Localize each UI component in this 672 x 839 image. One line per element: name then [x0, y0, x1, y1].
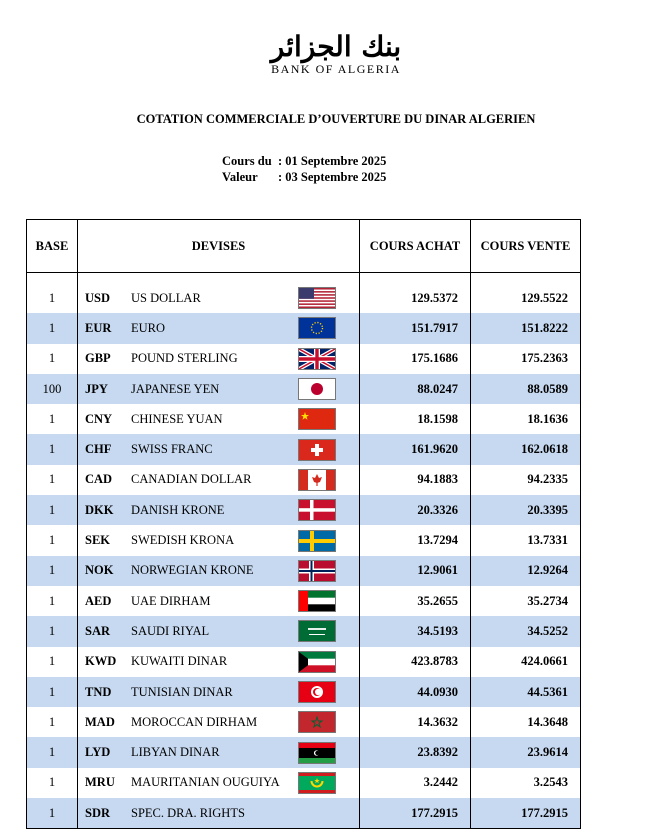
currency-row-jpy: [27, 374, 581, 404]
cell-currency-name: MAURITANIAN OUGUIYA: [131, 775, 280, 790]
china-flag-icon: [298, 408, 336, 430]
valeur-label: Valeur: [222, 170, 258, 184]
page-title: COTATION COMMERCIALE D’OUVERTURE DU DINAR ALGERIEN: [136, 112, 536, 126]
header-cours-vente: COURS VENTE: [471, 220, 581, 273]
currency-row-aed: [27, 586, 581, 616]
norway-flag-icon: [298, 560, 336, 582]
sweden-flag-icon: [298, 530, 336, 552]
us-flag-icon: [298, 287, 336, 309]
cell-code: MRU: [85, 775, 115, 790]
cell-cours-achat: 423.8783: [360, 647, 471, 677]
currency-row-lyd: [27, 737, 581, 767]
cell-flag: [296, 465, 360, 495]
cell-flag: [296, 495, 360, 525]
cell-flag: [296, 404, 360, 434]
cell-cours-achat: 151.7917: [360, 313, 471, 343]
cell-currency-name: EURO: [131, 313, 296, 343]
cours-value: : 01 Septembre 2025: [278, 154, 387, 168]
cell-flag: [296, 313, 360, 343]
cell-base: 1: [27, 495, 78, 525]
cell-base: 1: [27, 737, 78, 767]
cell-flag: [296, 374, 360, 404]
cell-cours-vente: 162.0618: [471, 434, 581, 464]
cell-base: 1: [27, 434, 78, 464]
header-base: BASE: [27, 220, 78, 273]
cell-base: 1: [27, 586, 78, 616]
cell-code: NOK: [78, 556, 132, 586]
currency-row-mad: [27, 707, 581, 737]
cours-line: [222, 153, 386, 169]
mauritania-flag-icon: [298, 772, 336, 794]
cell-base: 1: [27, 647, 78, 677]
swiss-flag-icon: [298, 439, 336, 461]
cell-cours-achat: 35.2655: [360, 586, 471, 616]
date-block: [222, 153, 386, 185]
cell-cours-achat: 12.9061: [360, 556, 471, 586]
currency-row-usd: [27, 283, 581, 313]
cell-base: 1: [27, 707, 78, 737]
cell-base: 1: [27, 616, 78, 646]
uae-flag-icon: [298, 590, 336, 612]
cell-currency-name: SPEC. DRA. RIGHTS: [131, 798, 296, 829]
canada-flag-icon: [298, 469, 336, 491]
currency-row-sek: [27, 525, 581, 555]
exchange-rate-table: [26, 219, 581, 829]
cell-code: SAR: [78, 616, 132, 646]
tunisia-flag-icon: [298, 681, 336, 703]
cell-code: USD: [85, 290, 111, 305]
cell-base: 1: [27, 404, 78, 434]
cell-cours-achat: 129.5372: [360, 283, 471, 313]
table-header-row: [27, 220, 581, 273]
cell-flag: [296, 616, 360, 646]
cell-currency-name: MOROCCAN DIRHAM: [131, 714, 258, 729]
cell-cours-vente: 94.2335: [471, 465, 581, 495]
cell-cours-achat: 13.7294: [360, 525, 471, 555]
cell-flag: [296, 647, 360, 677]
cell-base: 1: [27, 798, 78, 829]
currency-row-sdr: [27, 798, 581, 829]
saudi-flag-icon: [298, 620, 336, 642]
bank-logo-english: BANK OF ALGERIA: [271, 62, 401, 76]
header-cours-achat: COURS ACHAT: [360, 220, 471, 273]
cell-code: EUR: [78, 313, 132, 343]
japan-flag-icon: [298, 378, 336, 400]
currency-row-mru: [27, 768, 581, 798]
cell-flag: [296, 677, 360, 707]
cell-code: MAD: [85, 714, 115, 729]
cell-flag: [296, 434, 360, 464]
cell-currency-name: SAUDI RIYAL: [131, 616, 296, 646]
valeur-line: [222, 169, 386, 185]
cell-flag: [296, 586, 360, 616]
cell-currency-name: NORWEGIAN KRONE: [131, 556, 296, 586]
cell-cours-achat: 23.8392: [360, 737, 471, 767]
cell-code: SEK: [85, 533, 111, 548]
cell-code: TND: [78, 677, 132, 707]
cell-currency-name: SWISS FRANC: [131, 434, 296, 464]
cell-cours-vente: 12.9264: [471, 556, 581, 586]
cell-cours-vente: 35.2734: [471, 586, 581, 616]
uk-flag-icon: [298, 348, 336, 370]
valeur-value: : 03 Septembre 2025: [278, 170, 387, 184]
cell-base: 100: [27, 374, 78, 404]
cell-currency-name: UAE DIRHAM: [131, 593, 211, 608]
libya-flag-icon: [298, 742, 336, 764]
denmark-flag-icon: [298, 499, 336, 521]
currency-row-sar: [27, 616, 581, 646]
cell-cours-vente: 23.9614: [471, 737, 581, 767]
cell-currency-name: CANADIAN DOLLAR: [131, 472, 252, 487]
cell-currency-name: CHINESE YUAN: [131, 411, 223, 426]
spacer-row: [27, 273, 581, 284]
cell-cours-vente: 20.3395: [471, 495, 581, 525]
cell-currency-name: KUWAITI DINAR: [131, 654, 228, 669]
cell-code: JPY: [78, 374, 132, 404]
morocco-flag-icon: [298, 711, 336, 733]
cell-cours-achat: 94.1883: [360, 465, 471, 495]
cell-cours-achat: 88.0247: [360, 374, 471, 404]
cell-code: DKK: [78, 495, 132, 525]
currency-row-cny: [27, 404, 581, 434]
cell-code: LYD: [78, 737, 132, 767]
cell-code: GBP: [85, 351, 111, 366]
currency-row-gbp: [27, 344, 581, 374]
cell-currency-name: LIBYAN DINAR: [131, 737, 296, 767]
cell-cours-vente: 424.0661: [471, 647, 581, 677]
cell-currency-name: SWEDISH KRONA: [131, 533, 235, 548]
currency-row-chf: [27, 434, 581, 464]
cell-cours-vente: 14.3648: [471, 707, 581, 737]
cell-cours-vente: 13.7331: [471, 525, 581, 555]
cell-code: CHF: [78, 434, 132, 464]
cell-currency-name: US DOLLAR: [131, 290, 201, 305]
cell-cours-achat: 44.0930: [360, 677, 471, 707]
cell-cours-vente: 129.5522: [471, 283, 581, 313]
cell-base: 1: [27, 768, 78, 798]
cell-base: 1: [27, 556, 78, 586]
cell-base: 1: [27, 525, 78, 555]
cell-flag: [296, 737, 360, 767]
cell-flag: [296, 556, 360, 586]
currency-row-eur: [27, 313, 581, 343]
cell-currency-name: DANISH KRONE: [131, 495, 296, 525]
currency-row-nok: [27, 556, 581, 586]
cell-base: 1: [27, 677, 78, 707]
cell-cours-achat: 34.5193: [360, 616, 471, 646]
currency-row-dkk: [27, 495, 581, 525]
cell-base: 1: [27, 465, 78, 495]
cell-currency-name: JAPANESE YEN: [131, 374, 296, 404]
cell-flag: [296, 344, 360, 374]
cell-cours-vente: 175.2363: [471, 344, 581, 374]
eu-flag-icon: [298, 317, 336, 339]
cell-flag: [296, 283, 360, 313]
cell-code: AED: [85, 593, 112, 608]
cell-code: CAD: [85, 472, 113, 487]
cell-cours-vente: 3.2543: [471, 768, 581, 798]
currency-row-kwd: [27, 647, 581, 677]
cell-flag: [296, 525, 360, 555]
cell-cours-achat: 18.1598: [360, 404, 471, 434]
cell-base: 1: [27, 344, 78, 374]
cell-cours-achat: 161.9620: [360, 434, 471, 464]
cell-cours-vente: 34.5252: [471, 616, 581, 646]
currency-row-cad: [27, 465, 581, 495]
currency-row-tnd: [27, 677, 581, 707]
cell-cours-achat: 14.3632: [360, 707, 471, 737]
cell-cours-achat: 3.2442: [360, 768, 471, 798]
cell-cours-achat: 177.2915: [360, 798, 471, 829]
cell-code: CNY: [85, 411, 113, 426]
cell-cours-achat: 20.3326: [360, 495, 471, 525]
cell-base: 1: [27, 283, 78, 313]
cell-cours-vente: 18.1636: [471, 404, 581, 434]
bank-logo-arabic: بنك الجزائر: [270, 30, 402, 63]
cell-flag: [296, 768, 360, 798]
cell-flag: [296, 707, 360, 737]
cell-currency-name: TUNISIAN DINAR: [131, 677, 296, 707]
cell-currency-name: POUND STERLING: [131, 351, 238, 366]
cell-cours-vente: 151.8222: [471, 313, 581, 343]
cell-cours-vente: 177.2915: [471, 798, 581, 829]
cours-label: Cours du: [222, 154, 272, 168]
cell-cours-vente: 88.0589: [471, 374, 581, 404]
cell-cours-vente: 44.5361: [471, 677, 581, 707]
header-devises: DEVISES: [78, 220, 360, 273]
cell-cours-achat: 175.1686: [360, 344, 471, 374]
cell-flag: [296, 798, 360, 829]
cell-base: 1: [27, 313, 78, 343]
cell-code: KWD: [85, 654, 117, 669]
cell-code: SDR: [78, 798, 132, 829]
kuwait-flag-icon: [298, 651, 336, 673]
